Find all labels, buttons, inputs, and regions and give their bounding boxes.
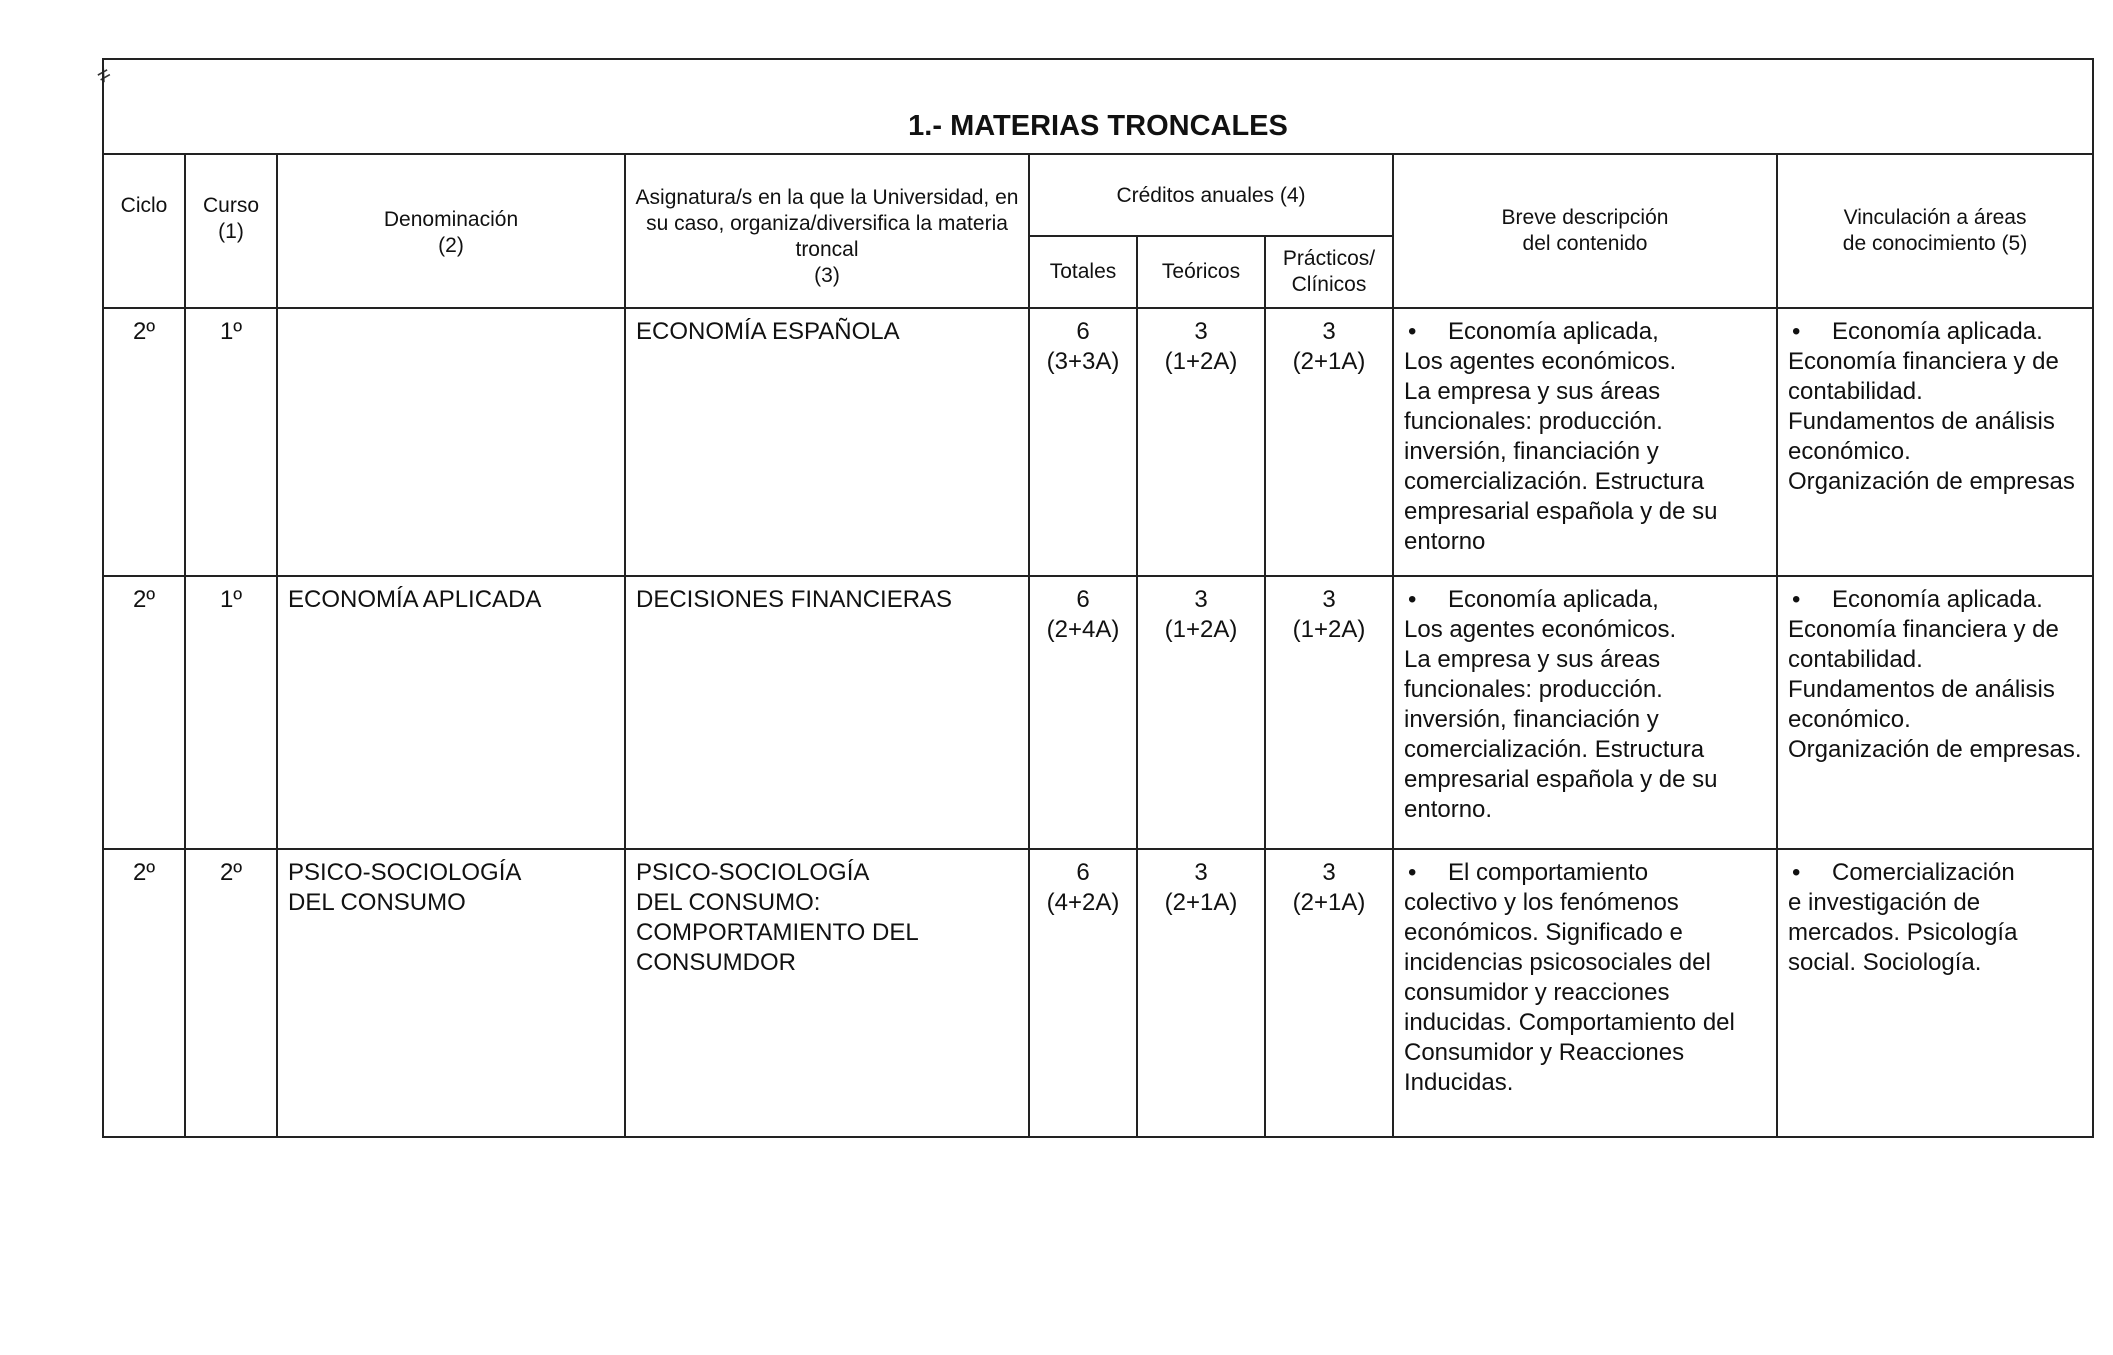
table-row [103, 849, 2093, 1137]
cell-curso: 2º [185, 849, 277, 1137]
table-row [103, 576, 2093, 849]
cell-practicos: 3 (2+1A) [1265, 849, 1393, 1137]
vinc-first-line: • Comercialización [1788, 858, 2082, 888]
table-title: 1.- MATERIAS TRONCALES [103, 59, 2093, 154]
cell-ciclo: 2º [103, 576, 185, 849]
document-sheet [102, 58, 2092, 1113]
breve-rest: Los agentes económicos. La empresa y sus áreas funcionales: producción. inversión, financiación y comercialización. Estructura empresarial española y de su entorno [1404, 348, 1718, 555]
cell-ciclo: 2º [103, 849, 185, 1137]
cell-vinculacion [1777, 576, 2093, 849]
cell-breve-descripcion [1393, 849, 1777, 1137]
cell-vinculacion [1777, 849, 2093, 1137]
breve-first-line: • Economía aplicada, [1404, 317, 1766, 347]
breve-rest: colectivo y los fenómenos económicos. Significado e incidencias psicosociales del consumidor y reacciones inducidas. Comportamiento del Consumidor y Reacciones Inducidas. [1404, 889, 1735, 1096]
cell-breve-descripcion [1393, 308, 1777, 576]
cell-totales: 6 (2+4A) [1029, 576, 1137, 849]
header-vinculacion: Vinculación a áreas de conocimiento (5) [1777, 154, 2093, 308]
cell-curso: 1º [185, 308, 277, 576]
cell-asignatura: PSICO-SOCIOLOGÍA DEL CONSUMO: COMPORTAMIENTO DEL CONSUMDOR [625, 849, 1029, 1137]
breve-rest: Los agentes económicos. La empresa y sus áreas funcionales: producción. inversión, financiación y comercialización. Estructura empresarial española y de su entorno. [1404, 616, 1718, 823]
cell-breve-descripcion [1393, 576, 1777, 849]
cell-denominacion [277, 308, 625, 576]
cell-teoricos: 3 (1+2A) [1137, 308, 1265, 576]
vinc-rest: e investigación de mercados. Psicología social. Sociología. [1788, 889, 2018, 976]
handwritten-mark: ≠ [92, 60, 116, 89]
cell-teoricos: 3 (1+2A) [1137, 576, 1265, 849]
cell-totales: 6 (3+3A) [1029, 308, 1137, 576]
cell-totales: 6 (4+2A) [1029, 849, 1137, 1137]
cell-ciclo: 2º [103, 308, 185, 576]
vinc-first-line: • Economía aplicada. [1788, 585, 2082, 615]
header-practicos: Prácticos/ Clínicos [1265, 236, 1393, 308]
cell-denominacion: ECONOMÍA APLICADA [277, 576, 625, 849]
header-totales: Totales [1029, 236, 1137, 308]
header-breve-descripcion: Breve descripción del contenido [1393, 154, 1777, 308]
header-creditos: Créditos anuales (4) [1029, 154, 1393, 236]
header-teoricos: Teóricos [1137, 236, 1265, 308]
cell-teoricos: 3 (2+1A) [1137, 849, 1265, 1137]
cell-asignatura: ECONOMÍA ESPAÑOLA [625, 308, 1029, 576]
cell-denominacion: PSICO-SOCIOLOGÍA DEL CONSUMO [277, 849, 625, 1137]
cell-curso: 1º [185, 576, 277, 849]
cell-practicos: 3 (1+2A) [1265, 576, 1393, 849]
cell-practicos: 3 (2+1A) [1265, 308, 1393, 576]
breve-first-line: • Economía aplicada, [1404, 585, 1766, 615]
header-ciclo: Ciclo [103, 154, 185, 308]
header-denominacion: Denominación (2) [277, 154, 625, 308]
table-row [103, 308, 2093, 576]
troncales-table [102, 58, 2094, 1138]
vinc-rest: Economía financiera y de contabilidad. Fundamentos de análisis económico. Organización de empresas [1788, 348, 2075, 495]
header-asignatura: Asignatura/s en la que la Universidad, en su caso, organiza/diversifica la materia troncal (3) [625, 154, 1029, 308]
vinc-rest: Economía financiera y de contabilidad. Fundamentos de análisis económico. Organización de empresas. [1788, 616, 2082, 763]
cell-asignatura: DECISIONES FINANCIERAS [625, 576, 1029, 849]
cell-vinculacion [1777, 308, 2093, 576]
vinc-first-line: • Economía aplicada. [1788, 317, 2082, 347]
breve-first-line: • El comportamiento [1404, 858, 1766, 888]
header-curso: Curso (1) [185, 154, 277, 308]
